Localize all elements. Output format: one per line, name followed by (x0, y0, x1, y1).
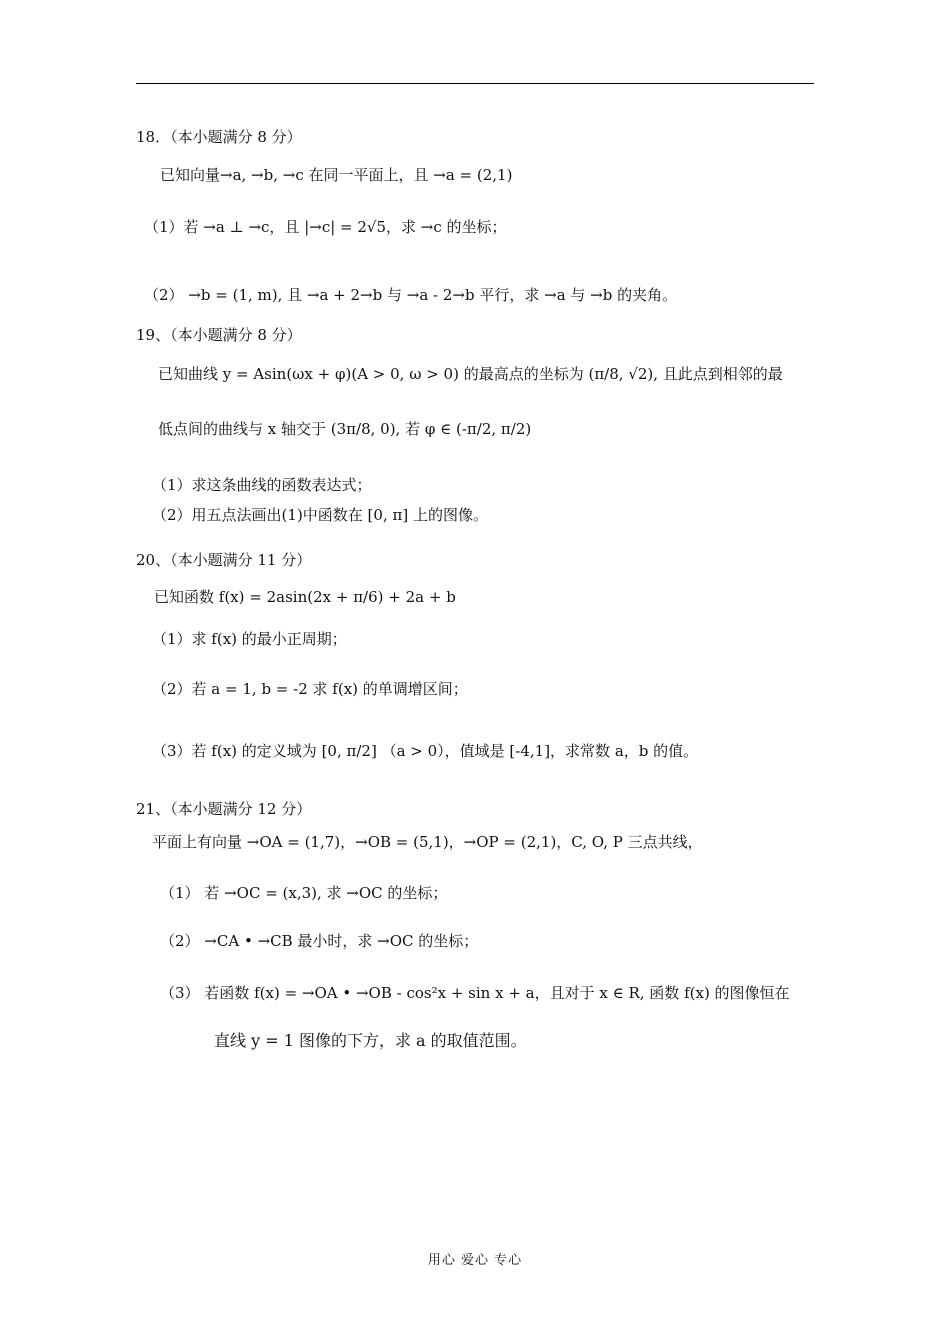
q18-header: 18．（本小题满分 8 分） (136, 128, 302, 146)
q20-intro: 已知函数 f(x) = 2asin(2x + π/6) + 2a + b (154, 588, 456, 606)
q20-header: 20、（本小题满分 11 分） (136, 551, 312, 569)
q21-part1: （1） 若 →OC = (x,3), 求 →OC 的坐标； (160, 884, 448, 902)
q21-part3-line2: 直线 y = 1 图像的下方，求 a 的取值范围。 (214, 1031, 527, 1050)
q20-part2: （2）若 a = 1, b = -2 求 f(x) 的单调增区间； (152, 680, 468, 698)
q20-part3: （3）若 f(x) 的定义域为 [0, π/2] （a > 0），值域是 [-4,1]，求常数 a，b 的值。 (152, 742, 699, 760)
page-footer: 用心 爱心 专心 (427, 1253, 523, 1268)
q21-header: 21、（本小题满分 12 分） (136, 800, 312, 818)
q19-intro-line2: 低点间的曲线与 x 轴交于 (3π/8, 0), 若 φ ∈ (-π/2, π/2) (158, 420, 532, 438)
header-rule (136, 83, 814, 84)
q18-intro: 已知向量→a, →b, →c 在同一平面上，且 →a = (2,1) (160, 166, 513, 184)
q19-part2: （2）用五点法画出(1)中函数在 [0, π] 上的图像。 (152, 506, 488, 524)
q18-part2: （2） →b = (1, m), 且 →a + 2→b 与 →a - 2→b 平行，求 →a 与 →b 的夹角。 (144, 286, 678, 304)
q21-part3-line1: （3） 若函数 f(x) = →OA • →OB - cos²x + sin x + a，且对于 x ∈ R, 函数 f(x) 的图像恒在 (160, 984, 790, 1002)
q21-intro: 平面上有向量 →OA = (1,7)，→OB = (5,1)，→OP = (2,1)，C, O, P 三点共线， (152, 833, 703, 851)
q19-header: 19、（本小题满分 8 分） (136, 326, 302, 344)
q21-part2: （2） →CA • →CB 最小时，求 →OC 的坐标； (160, 932, 479, 950)
q19-intro-line1: 已知曲线 y = Asin(ωx + φ)(A > 0, ω > 0) 的最高点的坐标为 (π/8, √2), 且此点到相邻的最 (158, 365, 783, 383)
q20-part1: （1）求 f(x) 的最小正周期； (152, 630, 347, 648)
q19-part1: （1）求这条曲线的函数表达式； (152, 476, 372, 494)
q18-part1: （1）若 →a ⊥ →c，且 |→c| = 2√5，求 →c 的坐标； (144, 218, 507, 236)
